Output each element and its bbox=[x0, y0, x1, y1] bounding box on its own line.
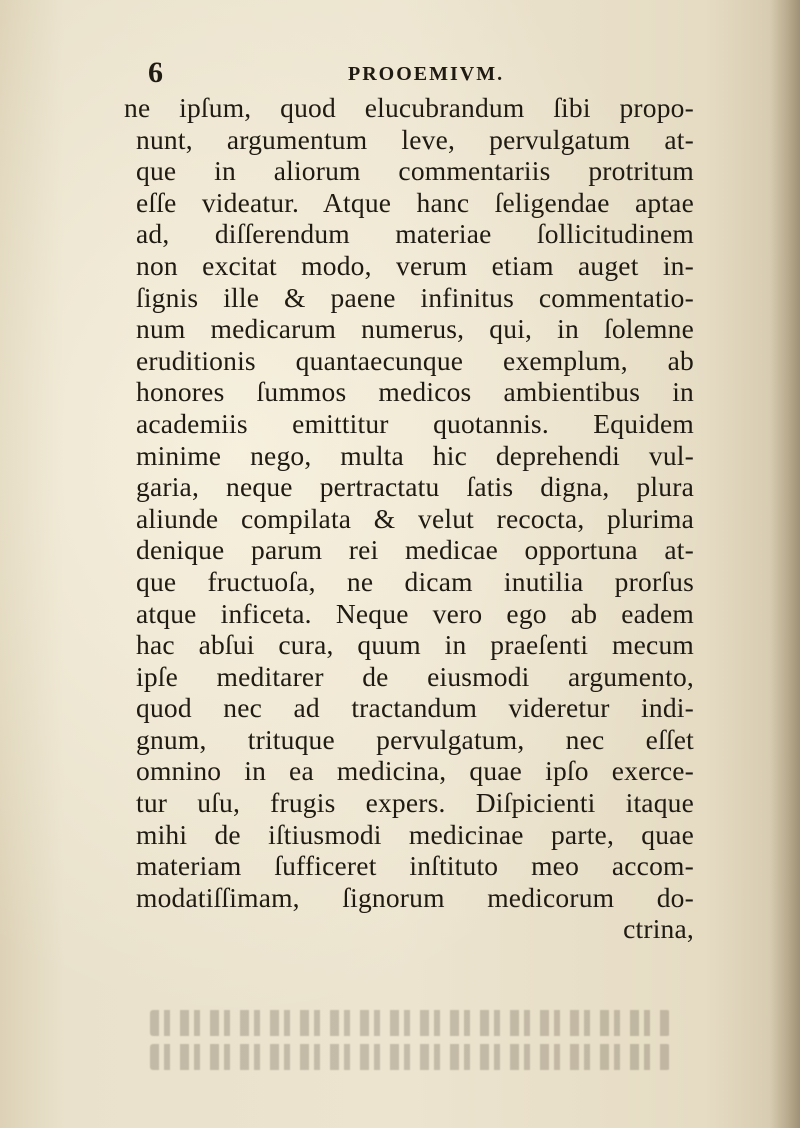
text-line: ſignis ille & paene infinitus commentatio- bbox=[136, 281, 694, 313]
text-line: denique parum rei medicae opportuna at- bbox=[136, 534, 694, 566]
text-line: ad, diſſerendum materiae ſollicitudinem bbox=[136, 218, 694, 250]
running-head: PROOEMIVM. bbox=[348, 63, 505, 85]
text-line: materiam ſufficeret inſtituto meo accom- bbox=[136, 850, 694, 882]
text-line: hac abſui cura, quum in praeſenti mecum bbox=[136, 629, 694, 661]
text-line: tur uſu, frugis expers. Diſpicienti itaque bbox=[136, 787, 694, 819]
text-line: modatiſſimam, ſignorum medicorum do- bbox=[136, 881, 694, 913]
text-line: minime nego, multa hic deprehendi vul- bbox=[136, 439, 694, 471]
page-edge-shadow bbox=[770, 0, 800, 1128]
page-header bbox=[148, 56, 688, 90]
text-line: non excitat modo, verum etiam auget in- bbox=[136, 249, 694, 281]
text-line: academiis emittitur quotannis. Equidem bbox=[136, 407, 694, 439]
text-line: ipſe meditarer de eiusmodi argumento, bbox=[136, 660, 694, 692]
text-line: atque inficeta. Neque vero ego ab eadem bbox=[136, 597, 694, 629]
text-line: que in aliorum commentariis protritum bbox=[136, 155, 694, 187]
catchword: ctrina, bbox=[623, 913, 694, 945]
text-line: garia, neque pertractatu ſatis digna, plura bbox=[136, 471, 694, 503]
text-line: gnum, trituque pervulgatum, nec eſſet bbox=[136, 723, 694, 755]
text-line: eruditionis quantaecunque exemplum, ab bbox=[136, 344, 694, 376]
show-through-text bbox=[150, 1010, 670, 1090]
text-line: honores ſummos medicos ambientibus in bbox=[136, 376, 694, 408]
text-line: quod nec ad tractandum videretur indi- bbox=[136, 692, 694, 724]
show-through-line bbox=[150, 1044, 670, 1070]
body-text bbox=[124, 92, 694, 945]
text-line: mihi de iſtiusmodi medicinae parte, quae bbox=[136, 818, 694, 850]
text-line: eſſe videatur. Atque hanc ſeligendae aptae bbox=[136, 186, 694, 218]
text-line: omnino in ea medicina, quae ipſo exerce- bbox=[136, 755, 694, 787]
show-through-line bbox=[150, 1010, 670, 1036]
page-number: 6 bbox=[148, 56, 163, 89]
text-line: que fructuoſa, ne dicam inutilia prorſus bbox=[136, 565, 694, 597]
text-line: num medicarum numerus, qui, in ſolemne bbox=[136, 313, 694, 345]
text-line: nunt, argumentum leve, pervulgatum at- bbox=[136, 123, 694, 155]
text-line: ne ipſum, quod elucubrandum ſibi propo- bbox=[124, 92, 694, 123]
text-line: aliunde compilata & velut recocta, plurima bbox=[136, 502, 694, 534]
